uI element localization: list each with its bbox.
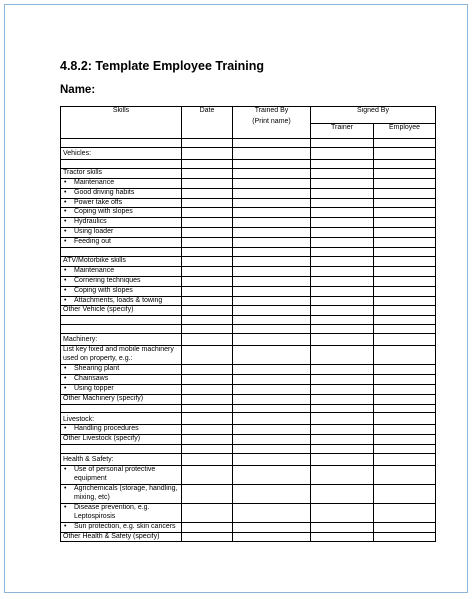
training-table (60, 106, 436, 542)
skill-cell: • Sun protection, e.g. skin cancers (61, 522, 182, 532)
employee-sign-cell[interactable] (374, 286, 436, 296)
trainer-sign-cell[interactable] (311, 435, 374, 445)
date-cell[interactable] (182, 248, 233, 257)
trained-by-cell[interactable] (233, 238, 311, 248)
employee-header: Employee (374, 124, 436, 139)
date-cell[interactable] (182, 466, 233, 485)
employee-sign-cell[interactable] (374, 208, 436, 218)
skill-cell: ATV/Motorbike skills (61, 256, 182, 266)
skill-cell: • Coping with slopes (61, 286, 182, 296)
skill-cell: • Shearing plant (61, 364, 182, 374)
employee-sign-cell[interactable] (374, 454, 436, 466)
skill-cell: • Use of personal protective equipment (61, 466, 182, 485)
trained-by-label: Trained By (254, 107, 289, 114)
date-cell[interactable] (182, 168, 233, 178)
skill-cell: Vehicles: (61, 147, 182, 159)
skill-cell: Tractor skills (61, 168, 182, 178)
trained-by-cell[interactable] (233, 435, 311, 445)
employee-sign-cell[interactable] (374, 218, 436, 228)
trainer-sign-cell[interactable] (311, 445, 374, 454)
date-cell[interactable] (182, 159, 233, 168)
trained-by-cell[interactable] (233, 256, 311, 266)
trained-by-cell[interactable] (233, 159, 311, 168)
skill-cell (61, 248, 182, 257)
table-row (61, 503, 436, 522)
skill-cell (61, 325, 182, 334)
table-row (61, 188, 436, 198)
date-cell[interactable] (182, 374, 233, 384)
trained-by-cell[interactable] (233, 466, 311, 485)
trained-by-cell[interactable] (233, 346, 311, 365)
employee-sign-cell[interactable] (374, 435, 436, 445)
skill-cell: • Maintenance (61, 178, 182, 188)
table-row (61, 435, 436, 445)
skill-cell: • Feeding out (61, 238, 182, 248)
skill-cell (61, 316, 182, 325)
skill-cell: • Attachments, loads & towing (61, 296, 182, 306)
employee-sign-cell[interactable] (374, 346, 436, 365)
skill-cell: • Good driving habits (61, 188, 182, 198)
table-row (61, 364, 436, 374)
trainer-sign-cell[interactable] (311, 316, 374, 325)
date-cell[interactable] (182, 147, 233, 159)
skill-cell: • Maintenance (61, 266, 182, 276)
employee-sign-cell[interactable] (374, 404, 436, 413)
trainer-sign-cell[interactable] (311, 218, 374, 228)
table-row (61, 454, 436, 466)
date-cell[interactable] (182, 445, 233, 454)
trained-by-cell[interactable] (233, 286, 311, 296)
date-cell[interactable] (182, 503, 233, 522)
employee-sign-cell[interactable] (374, 394, 436, 404)
skill-cell: • Power take offs (61, 198, 182, 208)
trained-by-cell[interactable] (233, 522, 311, 532)
table-row (61, 266, 436, 276)
date-cell[interactable] (182, 532, 233, 542)
date-cell[interactable] (182, 218, 233, 228)
date-cell[interactable] (182, 188, 233, 198)
date-cell[interactable] (182, 306, 233, 316)
table-row (61, 198, 436, 208)
table-row (61, 147, 436, 159)
date-cell[interactable] (182, 286, 233, 296)
trainer-sign-cell[interactable] (311, 522, 374, 532)
date-cell[interactable] (182, 364, 233, 374)
date-cell[interactable] (182, 425, 233, 435)
table-row (61, 522, 436, 532)
date-cell[interactable] (182, 178, 233, 188)
table-row (61, 276, 436, 286)
employee-sign-cell[interactable] (374, 374, 436, 384)
skill-cell: Other Livestock (specify) (61, 435, 182, 445)
trainer-sign-cell[interactable] (311, 394, 374, 404)
trained-by-cell[interactable] (233, 484, 311, 503)
date-cell[interactable] (182, 296, 233, 306)
trainer-sign-cell[interactable] (311, 454, 374, 466)
table-row (61, 159, 436, 168)
date-cell[interactable] (182, 413, 233, 425)
trainer-sign-cell[interactable] (311, 256, 374, 266)
trainer-sign-cell[interactable] (311, 208, 374, 218)
skill-cell: Livestock: (61, 413, 182, 425)
trainer-sign-cell[interactable] (311, 503, 374, 522)
trainer-sign-cell[interactable] (311, 334, 374, 346)
trainer-sign-cell[interactable] (311, 188, 374, 198)
employee-sign-cell[interactable] (374, 413, 436, 425)
date-cell[interactable] (182, 266, 233, 276)
trainer-sign-cell[interactable] (311, 346, 374, 365)
table-row (61, 384, 436, 394)
skill-cell: • Cornering techniques (61, 276, 182, 286)
skill-cell: List key fixed and mobile machinery used on property, e.g.: (61, 346, 182, 365)
table-row (61, 256, 436, 266)
table-row (61, 228, 436, 238)
trained-by-cell[interactable] (233, 139, 311, 148)
skill-cell (61, 159, 182, 168)
table-row (61, 238, 436, 248)
date-header: Date (182, 107, 233, 139)
trained-by-cell[interactable] (233, 276, 311, 286)
date-cell[interactable] (182, 522, 233, 532)
employee-sign-cell[interactable] (374, 522, 436, 532)
skill-cell (61, 139, 182, 148)
trained-by-cell[interactable] (233, 454, 311, 466)
employee-sign-cell[interactable] (374, 325, 436, 334)
employee-sign-cell[interactable] (374, 178, 436, 188)
trainer-header: Trainer (311, 124, 374, 139)
trained-by-cell[interactable] (233, 532, 311, 542)
trainer-sign-cell[interactable] (311, 286, 374, 296)
trainer-sign-cell[interactable] (311, 404, 374, 413)
table-row (61, 325, 436, 334)
date-cell[interactable] (182, 208, 233, 218)
trained-by-cell[interactable] (233, 384, 311, 394)
employee-sign-cell[interactable] (374, 296, 436, 306)
employee-sign-cell[interactable] (374, 334, 436, 346)
date-cell[interactable] (182, 394, 233, 404)
trainer-sign-cell[interactable] (311, 276, 374, 286)
date-cell[interactable] (182, 346, 233, 365)
date-cell[interactable] (182, 198, 233, 208)
skill-cell: Other Vehicle (specify) (61, 306, 182, 316)
date-cell[interactable] (182, 435, 233, 445)
trained-by-cell[interactable] (233, 334, 311, 346)
trained-by-cell[interactable] (233, 218, 311, 228)
trainer-sign-cell[interactable] (311, 168, 374, 178)
skill-cell: Other Health & Safety (specify) (61, 532, 182, 542)
table-row (61, 316, 436, 325)
date-cell[interactable] (182, 238, 233, 248)
trained-by-cell[interactable] (233, 147, 311, 159)
trained-by-cell[interactable] (233, 188, 311, 198)
skill-cell: Other Machinery (specify) (61, 394, 182, 404)
trainer-sign-cell[interactable] (311, 147, 374, 159)
skill-cell: • Agrichemicals (storage, handling, mixing, etc) (61, 484, 182, 503)
trained-by-cell[interactable] (233, 394, 311, 404)
trainer-sign-cell[interactable] (311, 296, 374, 306)
table-row (61, 445, 436, 454)
employee-sign-cell[interactable] (374, 248, 436, 257)
date-cell[interactable] (182, 316, 233, 325)
skill-cell (61, 445, 182, 454)
table-row (61, 306, 436, 316)
skill-cell: • Chainsaws (61, 374, 182, 384)
employee-sign-cell[interactable] (374, 484, 436, 503)
trained-by-cell[interactable] (233, 445, 311, 454)
trained-by-cell[interactable] (233, 364, 311, 374)
trained-by-header (233, 107, 311, 139)
trained-by-cell[interactable] (233, 325, 311, 334)
trainer-sign-cell[interactable] (311, 532, 374, 542)
table-row (61, 425, 436, 435)
skill-cell: Health & Safety: (61, 454, 182, 466)
trainer-sign-cell[interactable] (311, 364, 374, 374)
trained-by-cell[interactable] (233, 248, 311, 257)
employee-sign-cell[interactable] (374, 384, 436, 394)
date-cell[interactable] (182, 454, 233, 466)
table-row (61, 484, 436, 503)
employee-sign-cell[interactable] (374, 503, 436, 522)
skill-cell: • Coping with slopes (61, 208, 182, 218)
date-cell[interactable] (182, 276, 233, 286)
trainer-sign-cell[interactable] (311, 374, 374, 384)
skill-cell (61, 404, 182, 413)
employee-sign-cell[interactable] (374, 364, 436, 374)
trained-by-cell[interactable] (233, 425, 311, 435)
employee-sign-cell[interactable] (374, 256, 436, 266)
table-row (61, 286, 436, 296)
table-row (61, 248, 436, 257)
table-row (61, 394, 436, 404)
date-cell[interactable] (182, 139, 233, 148)
date-cell[interactable] (182, 404, 233, 413)
trained-by-cell[interactable] (233, 178, 311, 188)
trained-by-cell[interactable] (233, 306, 311, 316)
trainer-sign-cell[interactable] (311, 325, 374, 334)
skill-cell: Machinery: (61, 334, 182, 346)
date-cell[interactable] (182, 384, 233, 394)
trained-by-sublabel: (Print name) (252, 117, 291, 125)
trainer-sign-cell[interactable] (311, 466, 374, 485)
trainer-sign-cell[interactable] (311, 139, 374, 148)
skill-cell: • Disease prevention, e.g. Leptospirosis (61, 503, 182, 522)
table-row (61, 178, 436, 188)
trainer-sign-cell[interactable] (311, 306, 374, 316)
trained-by-cell[interactable] (233, 296, 311, 306)
trainer-sign-cell[interactable] (311, 159, 374, 168)
trainer-sign-cell[interactable] (311, 266, 374, 276)
name-label: Name: (60, 84, 96, 96)
employee-sign-cell[interactable] (374, 532, 436, 542)
employee-sign-cell[interactable] (374, 228, 436, 238)
skill-cell: • Using loader (61, 228, 182, 238)
trainer-sign-cell[interactable] (311, 484, 374, 503)
table-row (61, 404, 436, 413)
table-row (61, 334, 436, 346)
date-cell[interactable] (182, 484, 233, 503)
employee-sign-cell[interactable] (374, 168, 436, 178)
document-title: 4.8.2: Template Employee Training (60, 59, 264, 73)
table-row (61, 208, 436, 218)
trained-by-cell[interactable] (233, 168, 311, 178)
trainer-sign-cell[interactable] (311, 248, 374, 257)
table-row (61, 374, 436, 384)
trained-by-cell[interactable] (233, 503, 311, 522)
trained-by-cell[interactable] (233, 208, 311, 218)
skill-cell: • Using topper (61, 384, 182, 394)
skills-header: Skills (61, 107, 182, 139)
trainer-sign-cell[interactable] (311, 413, 374, 425)
signed-by-header: Signed By (311, 107, 436, 124)
table-row (61, 296, 436, 306)
trained-by-cell[interactable] (233, 374, 311, 384)
table-row (61, 532, 436, 542)
employee-sign-cell[interactable] (374, 266, 436, 276)
employee-sign-cell[interactable] (374, 238, 436, 248)
employee-sign-cell[interactable] (374, 276, 436, 286)
table-row (61, 466, 436, 485)
training-table-body (61, 139, 436, 542)
skill-cell: • Handling procedures (61, 425, 182, 435)
employee-sign-cell[interactable] (374, 159, 436, 168)
trainer-sign-cell[interactable] (311, 238, 374, 248)
skill-cell: • Hydraulics (61, 218, 182, 228)
trained-by-cell[interactable] (233, 228, 311, 238)
trainer-sign-cell[interactable] (311, 384, 374, 394)
trained-by-cell[interactable] (233, 266, 311, 276)
date-cell[interactable] (182, 228, 233, 238)
date-cell[interactable] (182, 334, 233, 346)
employee-sign-cell[interactable] (374, 139, 436, 148)
trained-by-cell[interactable] (233, 413, 311, 425)
trainer-sign-cell[interactable] (311, 228, 374, 238)
trained-by-cell[interactable] (233, 316, 311, 325)
trainer-sign-cell[interactable] (311, 425, 374, 435)
employee-sign-cell[interactable] (374, 306, 436, 316)
date-cell[interactable] (182, 325, 233, 334)
table-row (61, 413, 436, 425)
date-cell[interactable] (182, 256, 233, 266)
employee-sign-cell[interactable] (374, 445, 436, 454)
table-row (61, 218, 436, 228)
trained-by-cell[interactable] (233, 404, 311, 413)
employee-sign-cell[interactable] (374, 425, 436, 435)
trainer-sign-cell[interactable] (311, 178, 374, 188)
table-row (61, 139, 436, 148)
table-row (61, 168, 436, 178)
employee-sign-cell[interactable] (374, 316, 436, 325)
employee-sign-cell[interactable] (374, 466, 436, 485)
trained-by-cell[interactable] (233, 198, 311, 208)
table-row (61, 346, 436, 365)
trainer-sign-cell[interactable] (311, 198, 374, 208)
employee-sign-cell[interactable] (374, 188, 436, 198)
employee-sign-cell[interactable] (374, 198, 436, 208)
employee-sign-cell[interactable] (374, 147, 436, 159)
